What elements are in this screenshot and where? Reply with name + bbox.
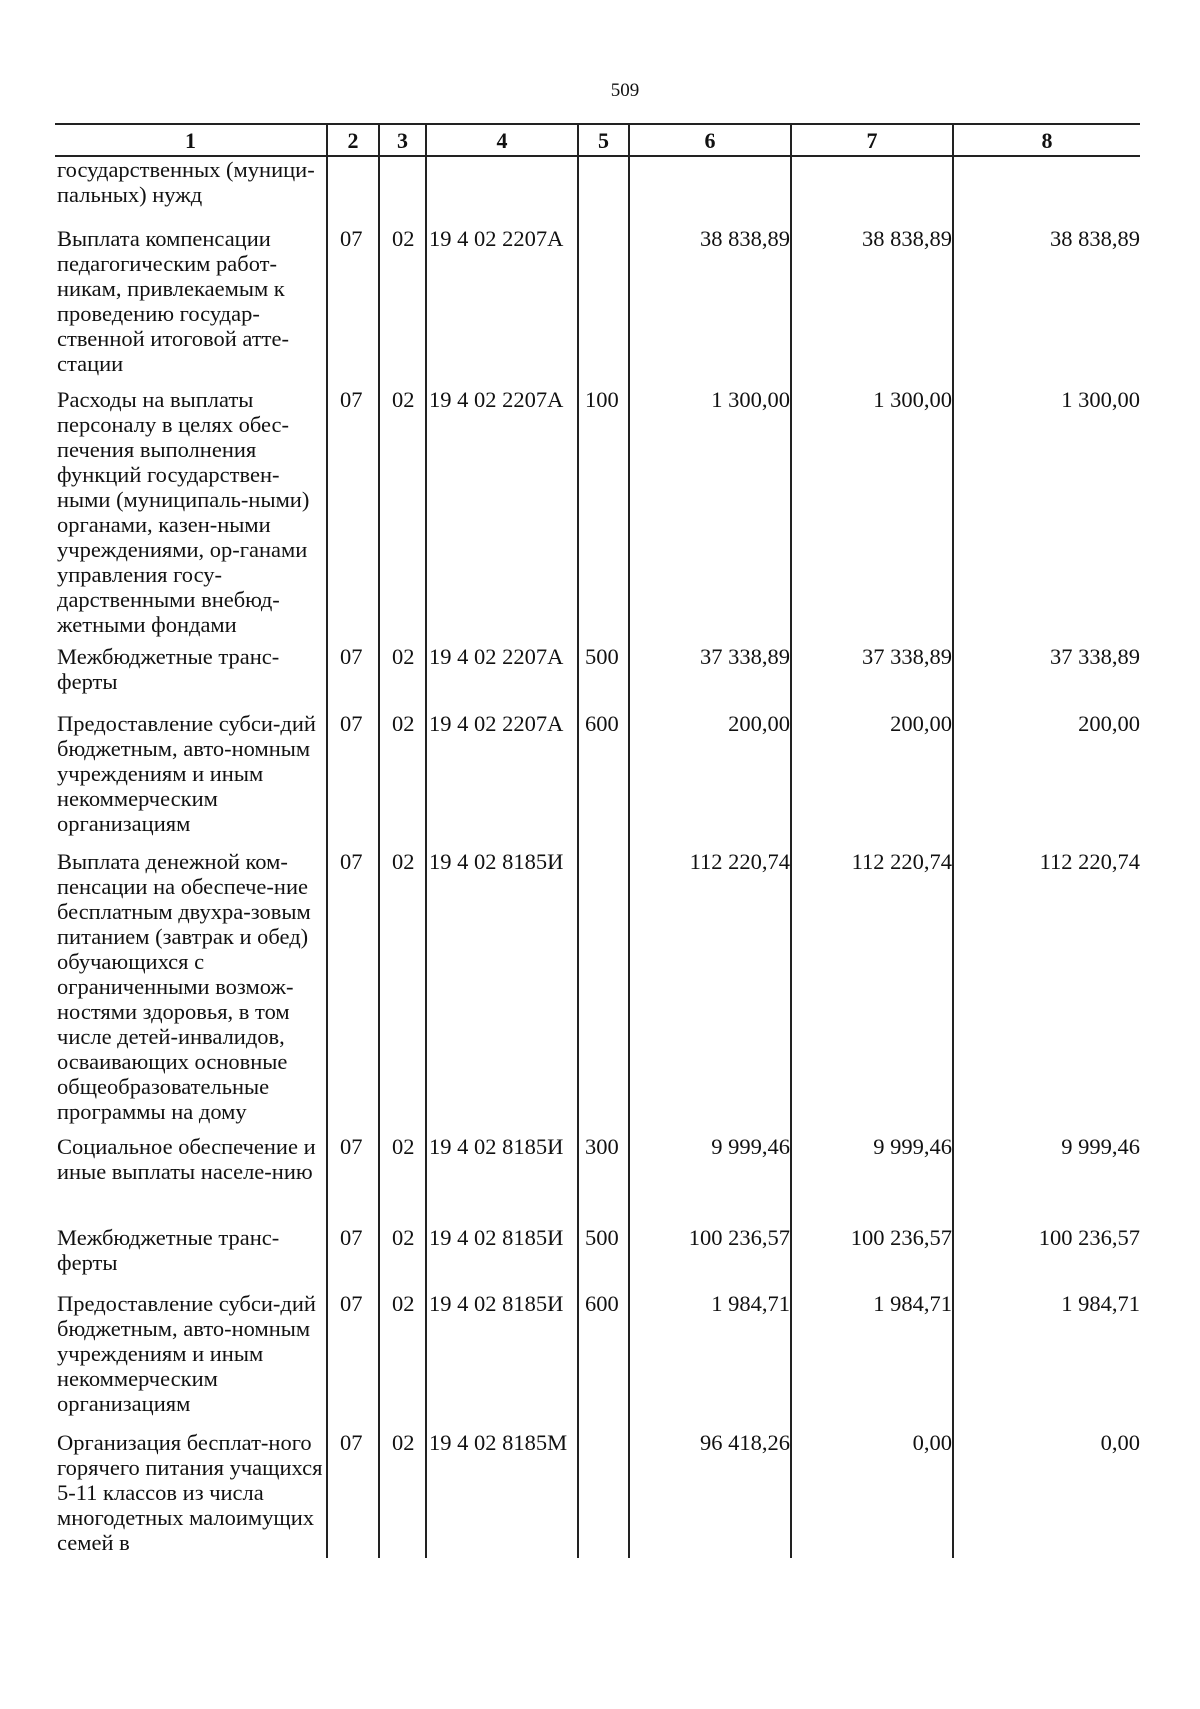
target-article-code: 19 4 02 2207А [426,644,578,711]
subsection-code: 02 [379,1291,426,1430]
column-header-7: 7 [791,124,953,156]
expense-type-code: 600 [578,1291,629,1430]
amount-col-6: 37 338,89 [629,644,791,711]
amount-col-7: 0,00 [791,1430,953,1558]
target-article-code: 19 4 02 8185И [426,1291,578,1430]
row-name: Межбюджетные транс-ферты [57,644,280,694]
amount-col-6: 200,00 [629,711,791,849]
table-row [55,644,1140,711]
subsection-code: 02 [379,1225,426,1291]
target-article-code: 19 4 02 2207А [426,226,578,387]
amount-col-8: 1 300,00 [953,387,1140,644]
target-article-code: 19 4 02 2207А [426,387,578,644]
subsection-code: 02 [379,644,426,711]
row-name: Предоставление субси-дий бюджетным, авто-номным учреждениям и иным некоммерческим организациям [57,1291,316,1416]
amount-col-6: 38 838,89 [629,226,791,387]
column-header-4: 4 [426,124,578,156]
amount-col-7: 37 338,89 [791,644,953,711]
expense-type-code: 100 [578,387,629,644]
subsection-code [379,156,426,226]
amount-col-8: 200,00 [953,711,1140,849]
expense-type-code: 500 [578,1225,629,1291]
subsection-code: 02 [379,226,426,387]
amount-col-6: 9 999,46 [629,1134,791,1225]
table-row [55,1134,1140,1225]
table-body [55,156,1140,1558]
table-row [55,387,1140,644]
table-row [55,711,1140,849]
section-code: 07 [327,1430,379,1558]
target-article-code: 19 4 02 8185М [426,1430,578,1558]
expense-type-code [578,226,629,387]
budget-table [55,123,1140,1558]
table-row [55,226,1140,387]
section-code: 07 [327,711,379,849]
expense-type-code [578,156,629,226]
amount-col-8: 37 338,89 [953,644,1140,711]
row-name: Межбюджетные транс-ферты [57,1225,280,1275]
amount-col-6: 112 220,74 [629,849,791,1134]
header-row [55,124,1140,156]
target-article-code: 19 4 02 8185И [426,1134,578,1225]
table-row [55,1225,1140,1291]
amount-col-7: 200,00 [791,711,953,849]
amount-col-6 [629,156,791,226]
row-name: Выплата денежной ком-пенсации на обеспече-ние бесплатным двухра-зовым питанием (завтрак и обед) обучающихся с ограниченными возмож-ностями здоровья, в том числе детей-инвалидов, осваивающих основные общеобразовательные программы на дому [57,849,311,1124]
amount-col-7: 1 300,00 [791,387,953,644]
section-code: 07 [327,1225,379,1291]
expense-type-code [578,849,629,1134]
amount-col-8: 1 984,71 [953,1291,1140,1430]
expense-type-code: 500 [578,644,629,711]
amount-col-6: 1 300,00 [629,387,791,644]
section-code: 07 [327,1291,379,1430]
section-code [327,156,379,226]
subsection-code: 02 [379,849,426,1134]
row-name: Расходы на выплаты персоналу в целях обес-печения выполнения функций государствен-ными (муниципаль-ными) органами, казен-ными учреждениями, ор-ганами управления госу-дарственными внебюд-жетными фондами [57,387,310,637]
row-name: Организация бесплат-ного горячего питания учащихся 5-11 классов из числа многодетных малоимущих семей в [57,1430,323,1555]
target-article-code [426,156,578,226]
column-header-8: 8 [953,124,1140,156]
amount-col-7: 112 220,74 [791,849,953,1134]
amount-col-8 [953,156,1140,226]
amount-col-7: 38 838,89 [791,226,953,387]
amount-col-8: 100 236,57 [953,1225,1140,1291]
table-row [55,1430,1140,1558]
row-name: Предоставление субси-дий бюджетным, авто-номным учреждениям и иным некоммерческим организациям [57,711,316,836]
amount-col-7 [791,156,953,226]
subsection-code: 02 [379,711,426,849]
subsection-code: 02 [379,1134,426,1225]
section-code: 07 [327,226,379,387]
column-header-3: 3 [379,124,426,156]
table-row [55,156,1140,226]
section-code: 07 [327,387,379,644]
amount-col-8: 9 999,46 [953,1134,1140,1225]
amount-col-7: 9 999,46 [791,1134,953,1225]
subsection-code: 02 [379,387,426,644]
subsection-code: 02 [379,1430,426,1558]
amount-col-8: 0,00 [953,1430,1140,1558]
section-code: 07 [327,644,379,711]
target-article-code: 19 4 02 2207А [426,711,578,849]
column-header-1: 1 [55,124,327,156]
expense-type-code [578,1430,629,1558]
amount-col-8: 38 838,89 [953,226,1140,387]
row-name: государственных (муници-пальных) нужд [57,157,315,207]
target-article-code: 19 4 02 8185И [426,1225,578,1291]
target-article-code: 19 4 02 8185И [426,849,578,1134]
column-header-6: 6 [629,124,791,156]
expense-type-code: 300 [578,1134,629,1225]
row-name: Выплата компенсации педагогическим работ-никам, привлекаемым к проведению государ-ственной итоговой атте-стации [57,226,289,376]
section-code: 07 [327,1134,379,1225]
section-code: 07 [327,849,379,1134]
table-row [55,849,1140,1134]
page-number: 509 [610,80,640,101]
expense-type-code: 600 [578,711,629,849]
amount-col-6: 96 418,26 [629,1430,791,1558]
amount-col-6: 100 236,57 [629,1225,791,1291]
table-row [55,1291,1140,1430]
row-name: Социальное обеспечение и иные выплаты населе-нию [57,1134,316,1184]
amount-col-7: 1 984,71 [791,1291,953,1430]
amount-col-7: 100 236,57 [791,1225,953,1291]
column-header-5: 5 [578,124,629,156]
amount-col-6: 1 984,71 [629,1291,791,1430]
column-header-2: 2 [327,124,379,156]
amount-col-8: 112 220,74 [953,849,1140,1134]
